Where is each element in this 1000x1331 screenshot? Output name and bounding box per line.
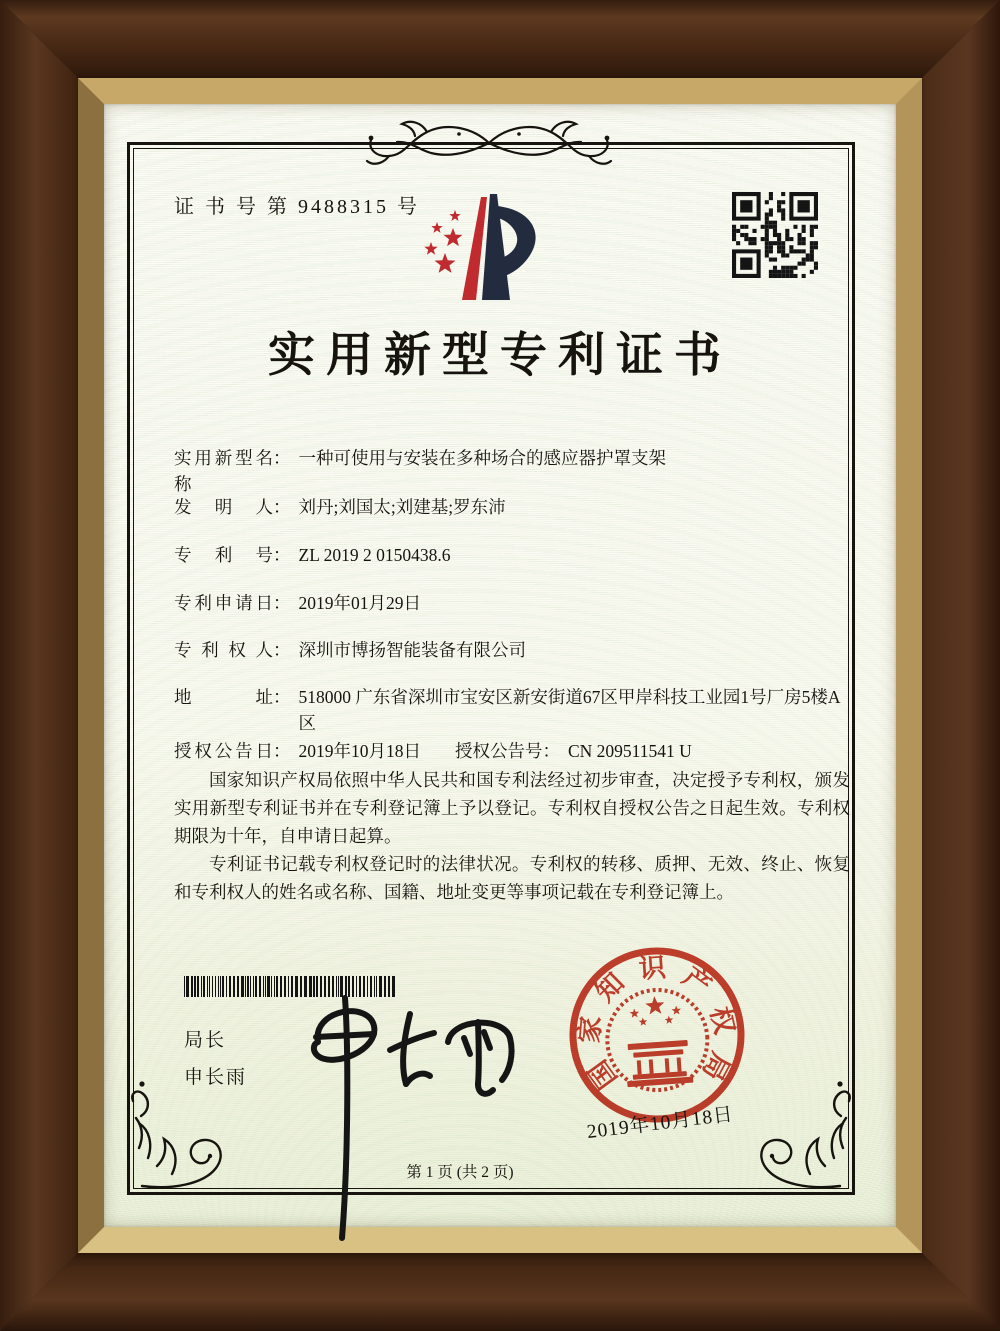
field-colon: ： (542, 741, 560, 761)
svg-text:局: 局 (696, 1047, 736, 1086)
field-label: 授权公告日 (174, 741, 273, 761)
legal-text (174, 766, 850, 906)
field-value: 刘丹;刘国太;刘建基;罗东沛 (298, 497, 506, 517)
field-value: 2019年10月18日 (298, 741, 421, 761)
field-colon: ： (273, 545, 291, 565)
svg-text:产: 产 (677, 961, 717, 1002)
seal-date: 2019年10月18日 (585, 1104, 735, 1144)
field-colon: ： (273, 448, 291, 468)
field-row-name (174, 445, 666, 498)
field-value: ZL 2019 2 0150438.6 (298, 545, 451, 565)
field-label: 专利申请日 (174, 593, 273, 613)
page-number: 第 1 页 (共 2 页) (406, 1164, 514, 1181)
commissioner-signature (282, 980, 532, 1246)
field-label: 地址 (174, 687, 273, 707)
cnipa-logo (422, 194, 554, 306)
field-colon: ： (273, 497, 291, 517)
frame-wood-top (0, 0, 1000, 78)
legal-paragraph: 国家知识产权局依照中华人民共和国专利法经过初步审查，决定授予专利权，颁发实用新型专利证书并在专利登记簿上予以登记。专利权自授权公告之日起生效。专利权期限为十年，自申请日起算。 (174, 770, 850, 846)
field-value: 518000 广东省深圳市宝安区新安街道67区甲岸科技工业园1号厂房5楼A区 (298, 687, 841, 734)
field-colon: ： (273, 741, 291, 761)
frame-wood-right (922, 0, 1000, 1331)
commissioner-title: 局长 (184, 1030, 227, 1051)
svg-text:权: 权 (704, 1003, 740, 1037)
field-label: 授权公告号 (455, 741, 543, 761)
field-row-patentee (174, 637, 526, 663)
top-center-flourish (359, 116, 619, 170)
svg-text:知: 知 (589, 967, 631, 1008)
field-row-address (174, 684, 847, 737)
field-row-grant-date (174, 738, 692, 764)
field-value: CN 209511541 U (568, 741, 692, 761)
certificate-paper (104, 104, 896, 1227)
field-value: 深圳市博扬智能装备有限公司 (298, 640, 526, 660)
svg-text:家: 家 (574, 1014, 607, 1045)
frame-wood-bottom (0, 1253, 1000, 1331)
qr-code (732, 192, 818, 278)
commissioner-name: 申长雨 (184, 1067, 248, 1088)
field-row-inventors (174, 494, 506, 520)
field-grant-number (455, 738, 692, 764)
field-colon: ： (273, 687, 291, 707)
field-value: 一种可使用与安装在多种场合的感应器护罩支架 (298, 448, 666, 468)
svg-text:识: 识 (637, 952, 667, 985)
field-label: 实用新型名称 (174, 448, 273, 495)
field-colon: ： (273, 640, 291, 660)
legal-paragraph: 专利证书记载专利权登记时的法律状况。专利权的转移、质押、无效、终止、恢复和专利权人的姓名或名称、国籍、地址变更等事项记载在专利登记簿上。 (174, 854, 850, 902)
field-label: 专利号 (174, 545, 273, 565)
field-row-patent-number (174, 542, 450, 568)
field-colon: ： (273, 593, 291, 613)
certificate-title: 实用新型专利证书 (268, 330, 732, 382)
field-label: 发明人 (174, 497, 273, 517)
field-value: 2019年01月29日 (298, 593, 421, 613)
bottom-right-flourish (748, 1056, 852, 1192)
frame-wood-left (0, 0, 78, 1331)
certificate-number: 证 书 号 第 9488315 号 (174, 196, 420, 218)
field-row-filing-date (174, 590, 421, 616)
svg-text:国: 国 (582, 1054, 623, 1095)
field-label: 专利权人 (174, 640, 273, 660)
